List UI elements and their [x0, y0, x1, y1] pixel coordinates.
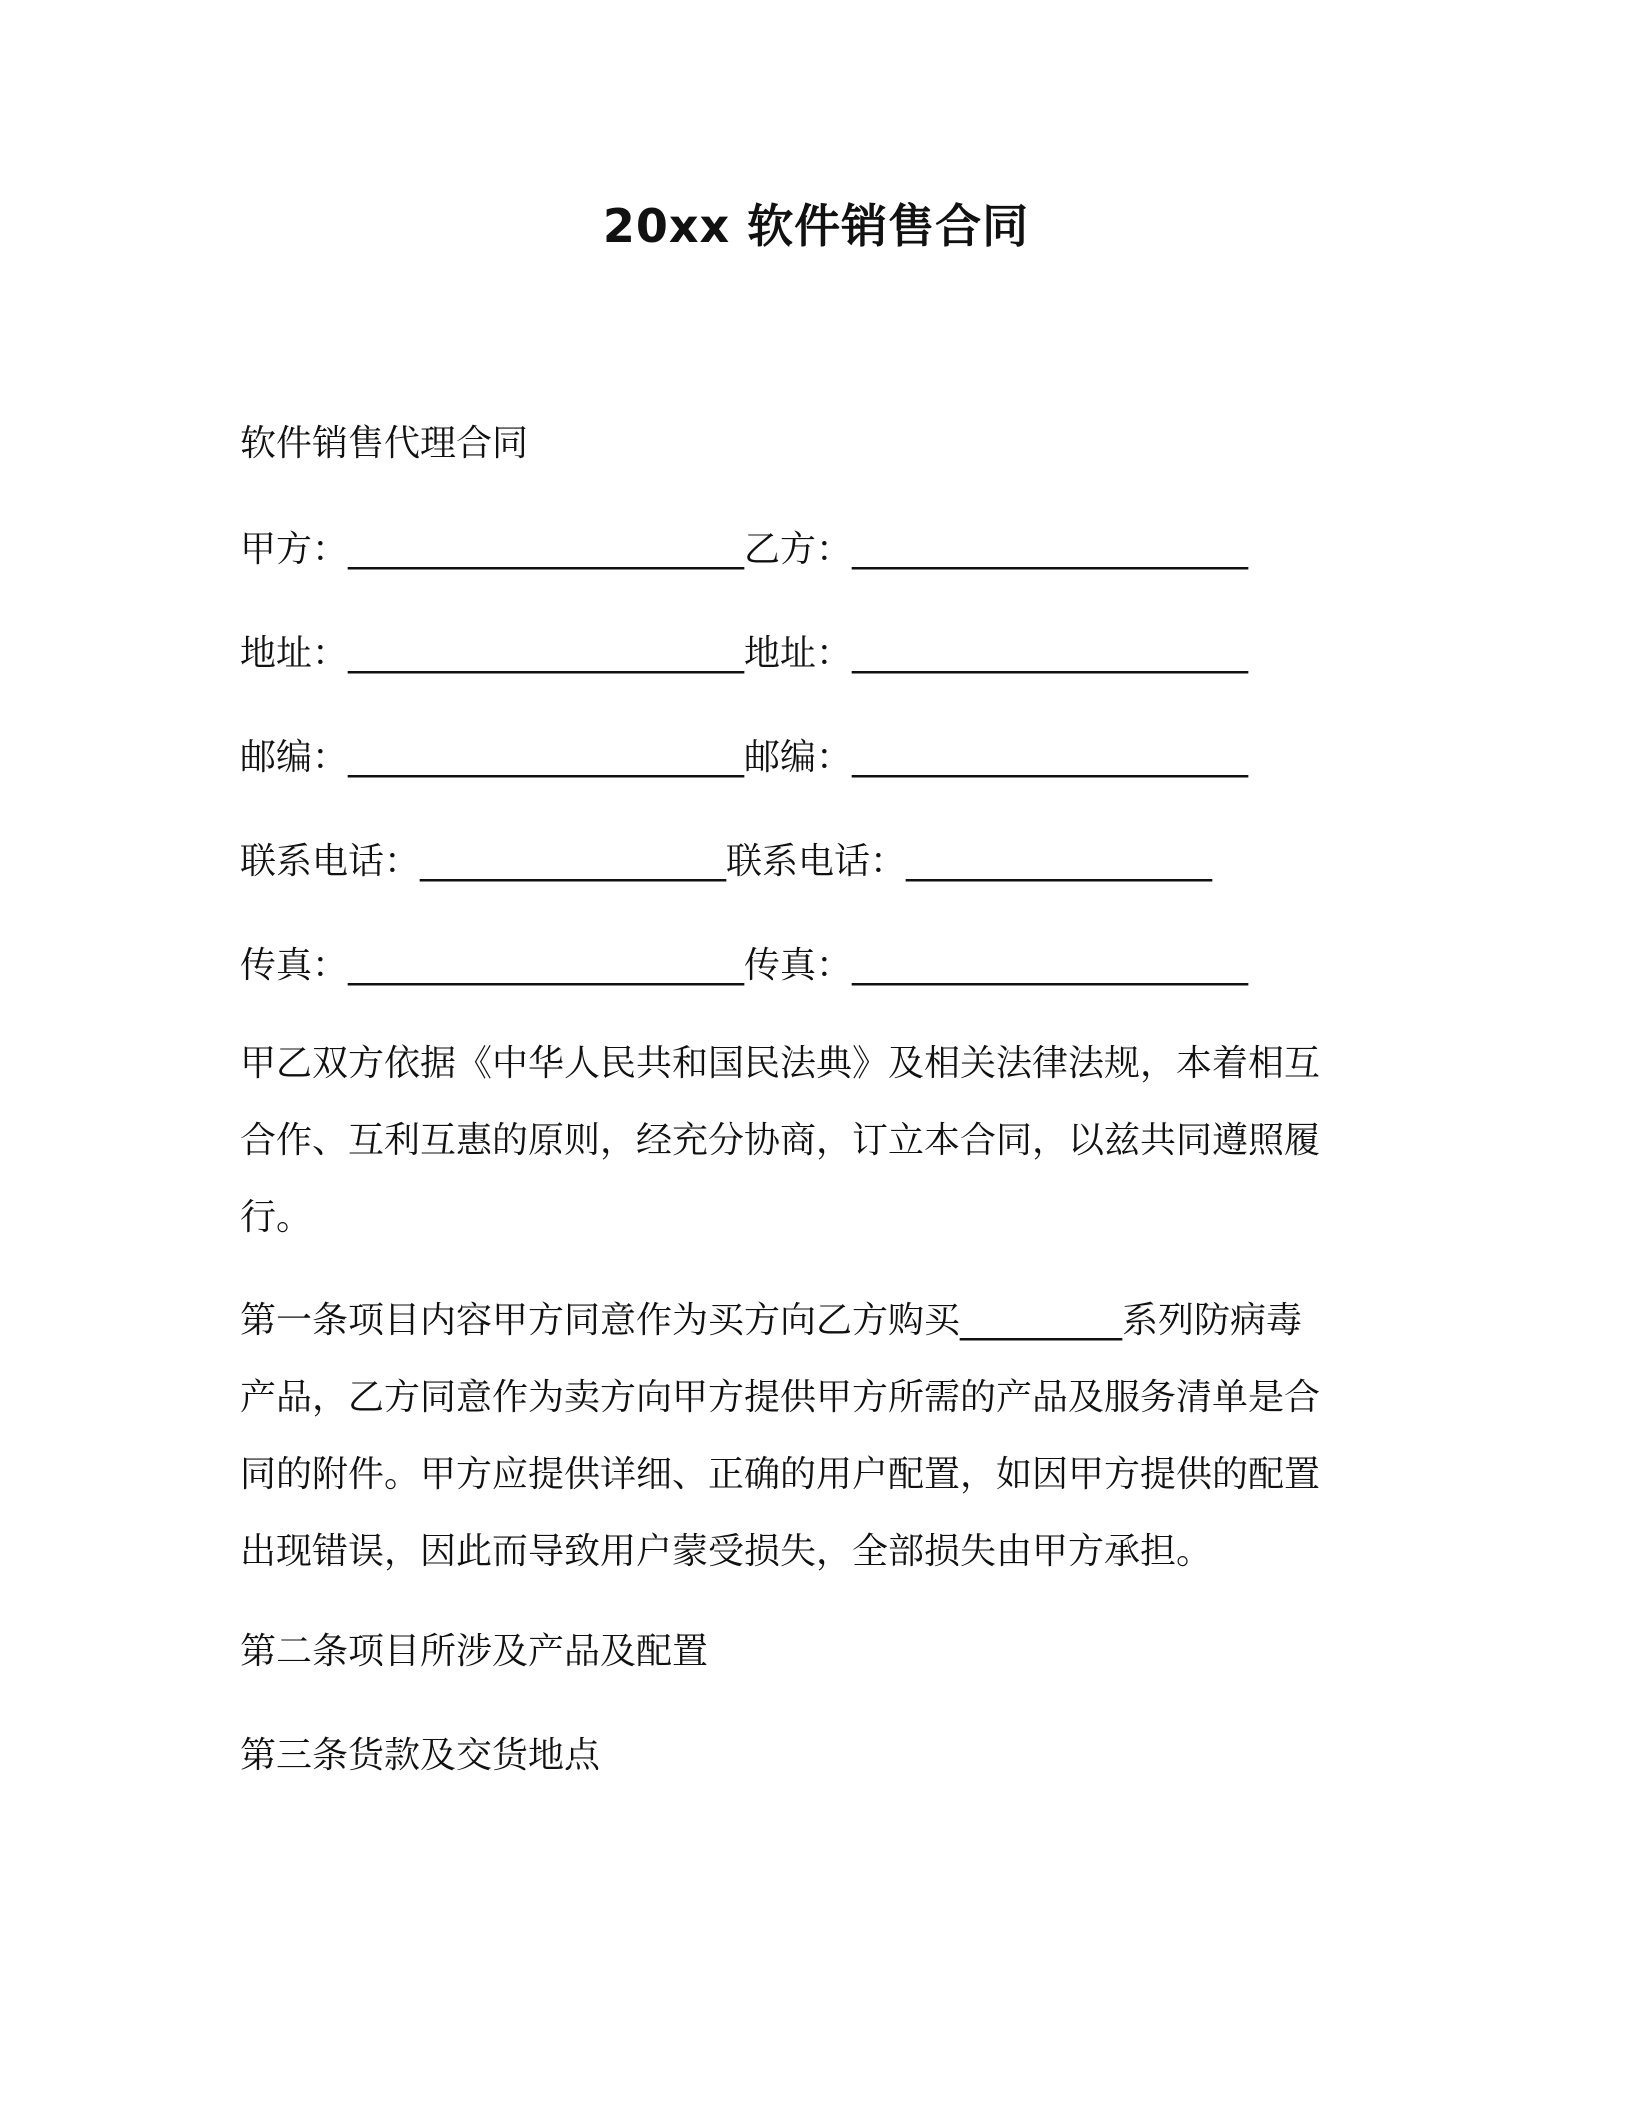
preamble-paragraph: [240, 1025, 1360, 1256]
fax-line: 传真：______________________传真：______________________: [240, 945, 1249, 986]
preamble-line: 甲乙双方依据《中华人民共和国民法典》及相关法律法规，本着相互: [240, 1043, 1321, 1084]
phone-line: 联系电话：_________________联系电话：_________________: [240, 841, 1213, 882]
preamble-line: 行。: [240, 1197, 313, 1238]
postcode-line: 邮编：______________________邮编：______________________: [240, 737, 1249, 778]
article-2-heading: 第二条项目所涉及产品及配置: [240, 1631, 709, 1672]
document-title: 20xx 软件销售合同: [602, 199, 1030, 253]
address-line: 地址：______________________地址：______________________: [240, 633, 1249, 674]
article-1-paragraph: [240, 1282, 1360, 1590]
article-1-line: 同的附件。甲方应提供详细、正确的用户配置，如因甲方提供的配置: [240, 1454, 1321, 1495]
article-1-line: 产品，乙方同意作为卖方向甲方提供甲方所需的产品及服务清单是合: [240, 1377, 1321, 1418]
article-1-line: 出现错误，因此而导致用户蒙受损失，全部损失由甲方承担。: [240, 1531, 1213, 1572]
contract-subtitle: 软件销售代理合同: [240, 423, 529, 464]
article-1-line: 第一条项目内容甲方同意作为买方向乙方购买_________系列防病毒: [240, 1300, 1303, 1341]
article-3-heading: 第三条货款及交货地点: [240, 1735, 601, 1776]
preamble-line: 合作、互利互惠的原则，经充分协商，订立本合同，以兹共同遵照履: [240, 1120, 1321, 1161]
party-a-b-line: 甲方：______________________乙方：______________________: [240, 529, 1249, 570]
